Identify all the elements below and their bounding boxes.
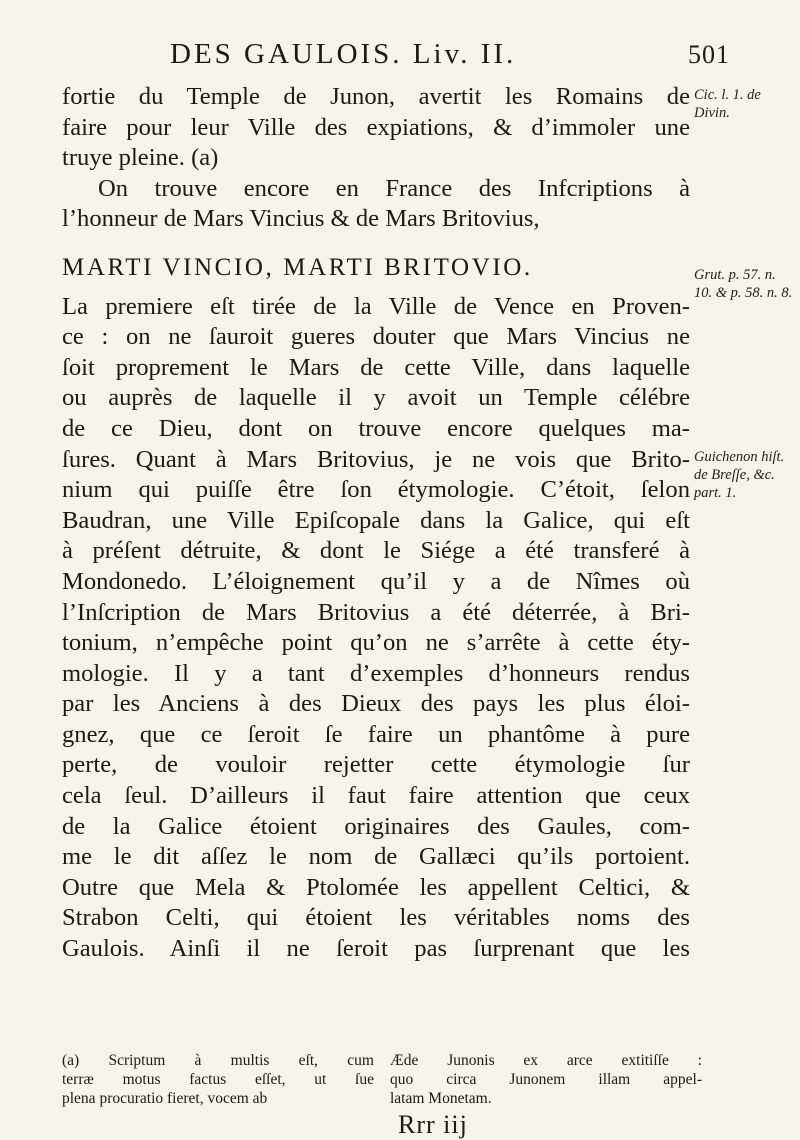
text-line: tonium, n’empêche point qu’on ne s’arrête à cette éty- — [62, 629, 690, 657]
text-line: cela ſeul. D’ailleurs il faut faire attention que ceux — [62, 782, 690, 810]
running-head — [170, 38, 730, 71]
text-line: ce : on ne ſauroit gueres douter que Mars Vincius ne — [62, 323, 690, 351]
footnote-line: Æde Junonis ex arce extitiſſe : — [390, 1052, 702, 1069]
text-line: gnez, que ce ſeroit ſe faire un phantôme à pure — [62, 720, 690, 748]
margin-note-cicero: Cic. l. 1. de Divin. — [694, 87, 761, 121]
text-line: fortie du Temple de Junon, avertit les Romains de — [62, 83, 690, 110]
text-line: Mondonedo. L’éloignement qu’il y a de Nîmes où — [62, 567, 690, 595]
footnote — [62, 1051, 702, 1108]
text-line: Gaulois. Ainſi il ne ſeroit pas ſurprenant que les — [62, 935, 690, 963]
text-line: truye pleine. (a) — [62, 144, 219, 172]
running-head-title: DES GAULOIS. Liv. II. — [170, 38, 517, 70]
text-line: La premiere eſt tirée de la Ville de Vence en Proven- — [62, 292, 690, 320]
text-line: de ce Dieu, dont on trouve encore quelques ma- — [62, 414, 690, 442]
text-line: à préſent détruite, & dont le Siége a été transferé à — [62, 537, 690, 565]
text-line: par les Anciens à des Dieux des pays les plus éloi- — [62, 690, 690, 718]
page-number: 501 — [688, 40, 730, 69]
text-line: ſoit proprement le Mars de cette Ville, dans laquelle — [62, 353, 690, 381]
footnote-line: quo circa Junonem illam appel- — [390, 1071, 702, 1088]
signature-mark: Rrr iij — [398, 1110, 468, 1139]
text-line: l’Inſcription de Mars Britovius a été déterrée, à Bri- — [62, 598, 690, 626]
footnote-column-right — [390, 1051, 702, 1108]
margin-note-guichenon: Guichenon hiſt. de Breſſe, &c. part. 1. — [694, 449, 785, 501]
footnote-line: terræ motus factus eſſet, ut ſue — [62, 1071, 374, 1088]
text-line: mologie. Il y a tant d’exemples d’honneurs rendus — [62, 659, 690, 687]
text-line: de la Galice étoient originaires des Gaules, com- — [62, 812, 690, 840]
text-line: me le dit aſſez le nom de Gallæci qu’ils portoient. — [62, 843, 690, 871]
text-line: l’honneur de Mars Vincius & de Mars Britovius, — [62, 205, 540, 233]
footnote-line: plena procuratio fieret, vocem ab — [62, 1090, 268, 1107]
footnote-line: (a) Scriptum à multis eſt, cum — [62, 1052, 374, 1069]
text-line: nium qui puiſſe être ſon étymologie. C’étoit, ſelon — [62, 476, 690, 504]
text-line: Baudran, une Ville Epiſcopale dans la Galice, qui eſt — [62, 506, 690, 534]
text-line: faire pour leur Ville des expiations, & d’immoler une — [62, 113, 690, 141]
text-line: Outre que Mela & Ptolomée les appellent Celtici, & — [62, 873, 690, 901]
text-line: On trouve encore en France des Infcriptions à — [98, 174, 690, 202]
text-line: Strabon Celti, qui étoient les véritables noms des — [62, 904, 690, 932]
footnote-line: latam Monetam. — [390, 1090, 492, 1107]
body-text — [62, 82, 690, 965]
text-line: ou auprès de laquelle il y avoit un Temple célébre — [62, 384, 690, 412]
footnote-column-left — [62, 1051, 374, 1108]
margin-note-gruter: Grut. p. 57. n. 10. & p. 58. n. 8. — [694, 267, 793, 301]
text-line: perte, de vouloir rejetter cette étymologie ſur — [62, 751, 690, 779]
inscription-line: MARTI VINCIO, MARTI BRITOVIO. — [62, 253, 533, 281]
text-line: ſures. Quant à Mars Britovius, je ne vois que Brito- — [62, 445, 690, 473]
